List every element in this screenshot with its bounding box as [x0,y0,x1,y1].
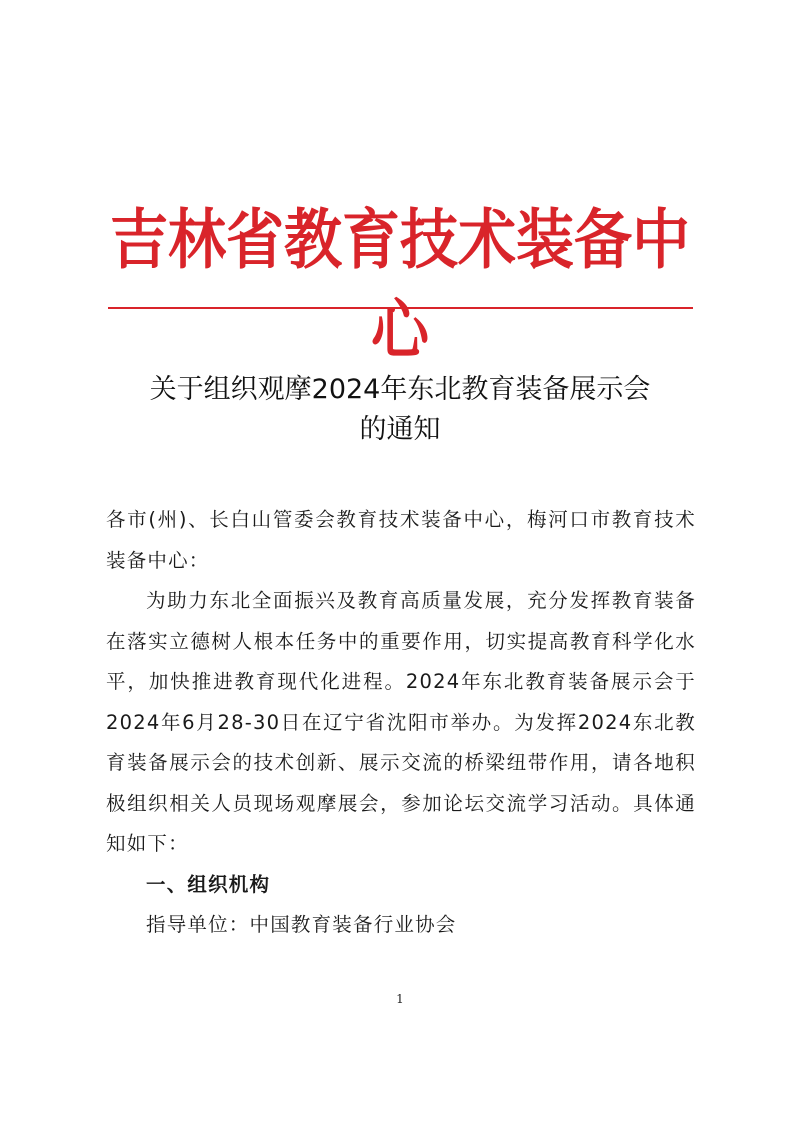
document-title-line-2: 的通知 [359,414,441,445]
page-number: 1 [396,992,404,1006]
guidance-unit-line: 指导单位：中国教育装备行业协会 [146,913,457,936]
masthead-title: 吉林省教育技术装备中心 [109,201,690,368]
section-heading-1: 一、组织机构 [146,872,271,896]
document-title [80,370,720,450]
salutation: 各市(州)、长白山管委会教育技术装备中心，梅河口市教育技术装备中心： [106,508,696,572]
red-header-rule [108,307,693,309]
document-title-line-1: 关于组织观摩2024年东北教育装备展示会 [149,374,651,405]
body-paragraph-1: 为助力东北全面振兴及教育高质量发展，充分发挥教育装备在落实立德树人根本任务中的重要作用，切实提高教育科学化水平，加快推进教育现代化进程。2024年东北教育装备展示会于2024年6月28-30日在辽宁省沈阳市举办。为发挥2024东北教育装备展示会的技术创新、展示交流的桥梁纽带作用，请各地积极组织相关人员现场观摩展会，参加论坛交流学习活动。具体通知如下： [106,589,696,855]
document-body [106,500,696,946]
